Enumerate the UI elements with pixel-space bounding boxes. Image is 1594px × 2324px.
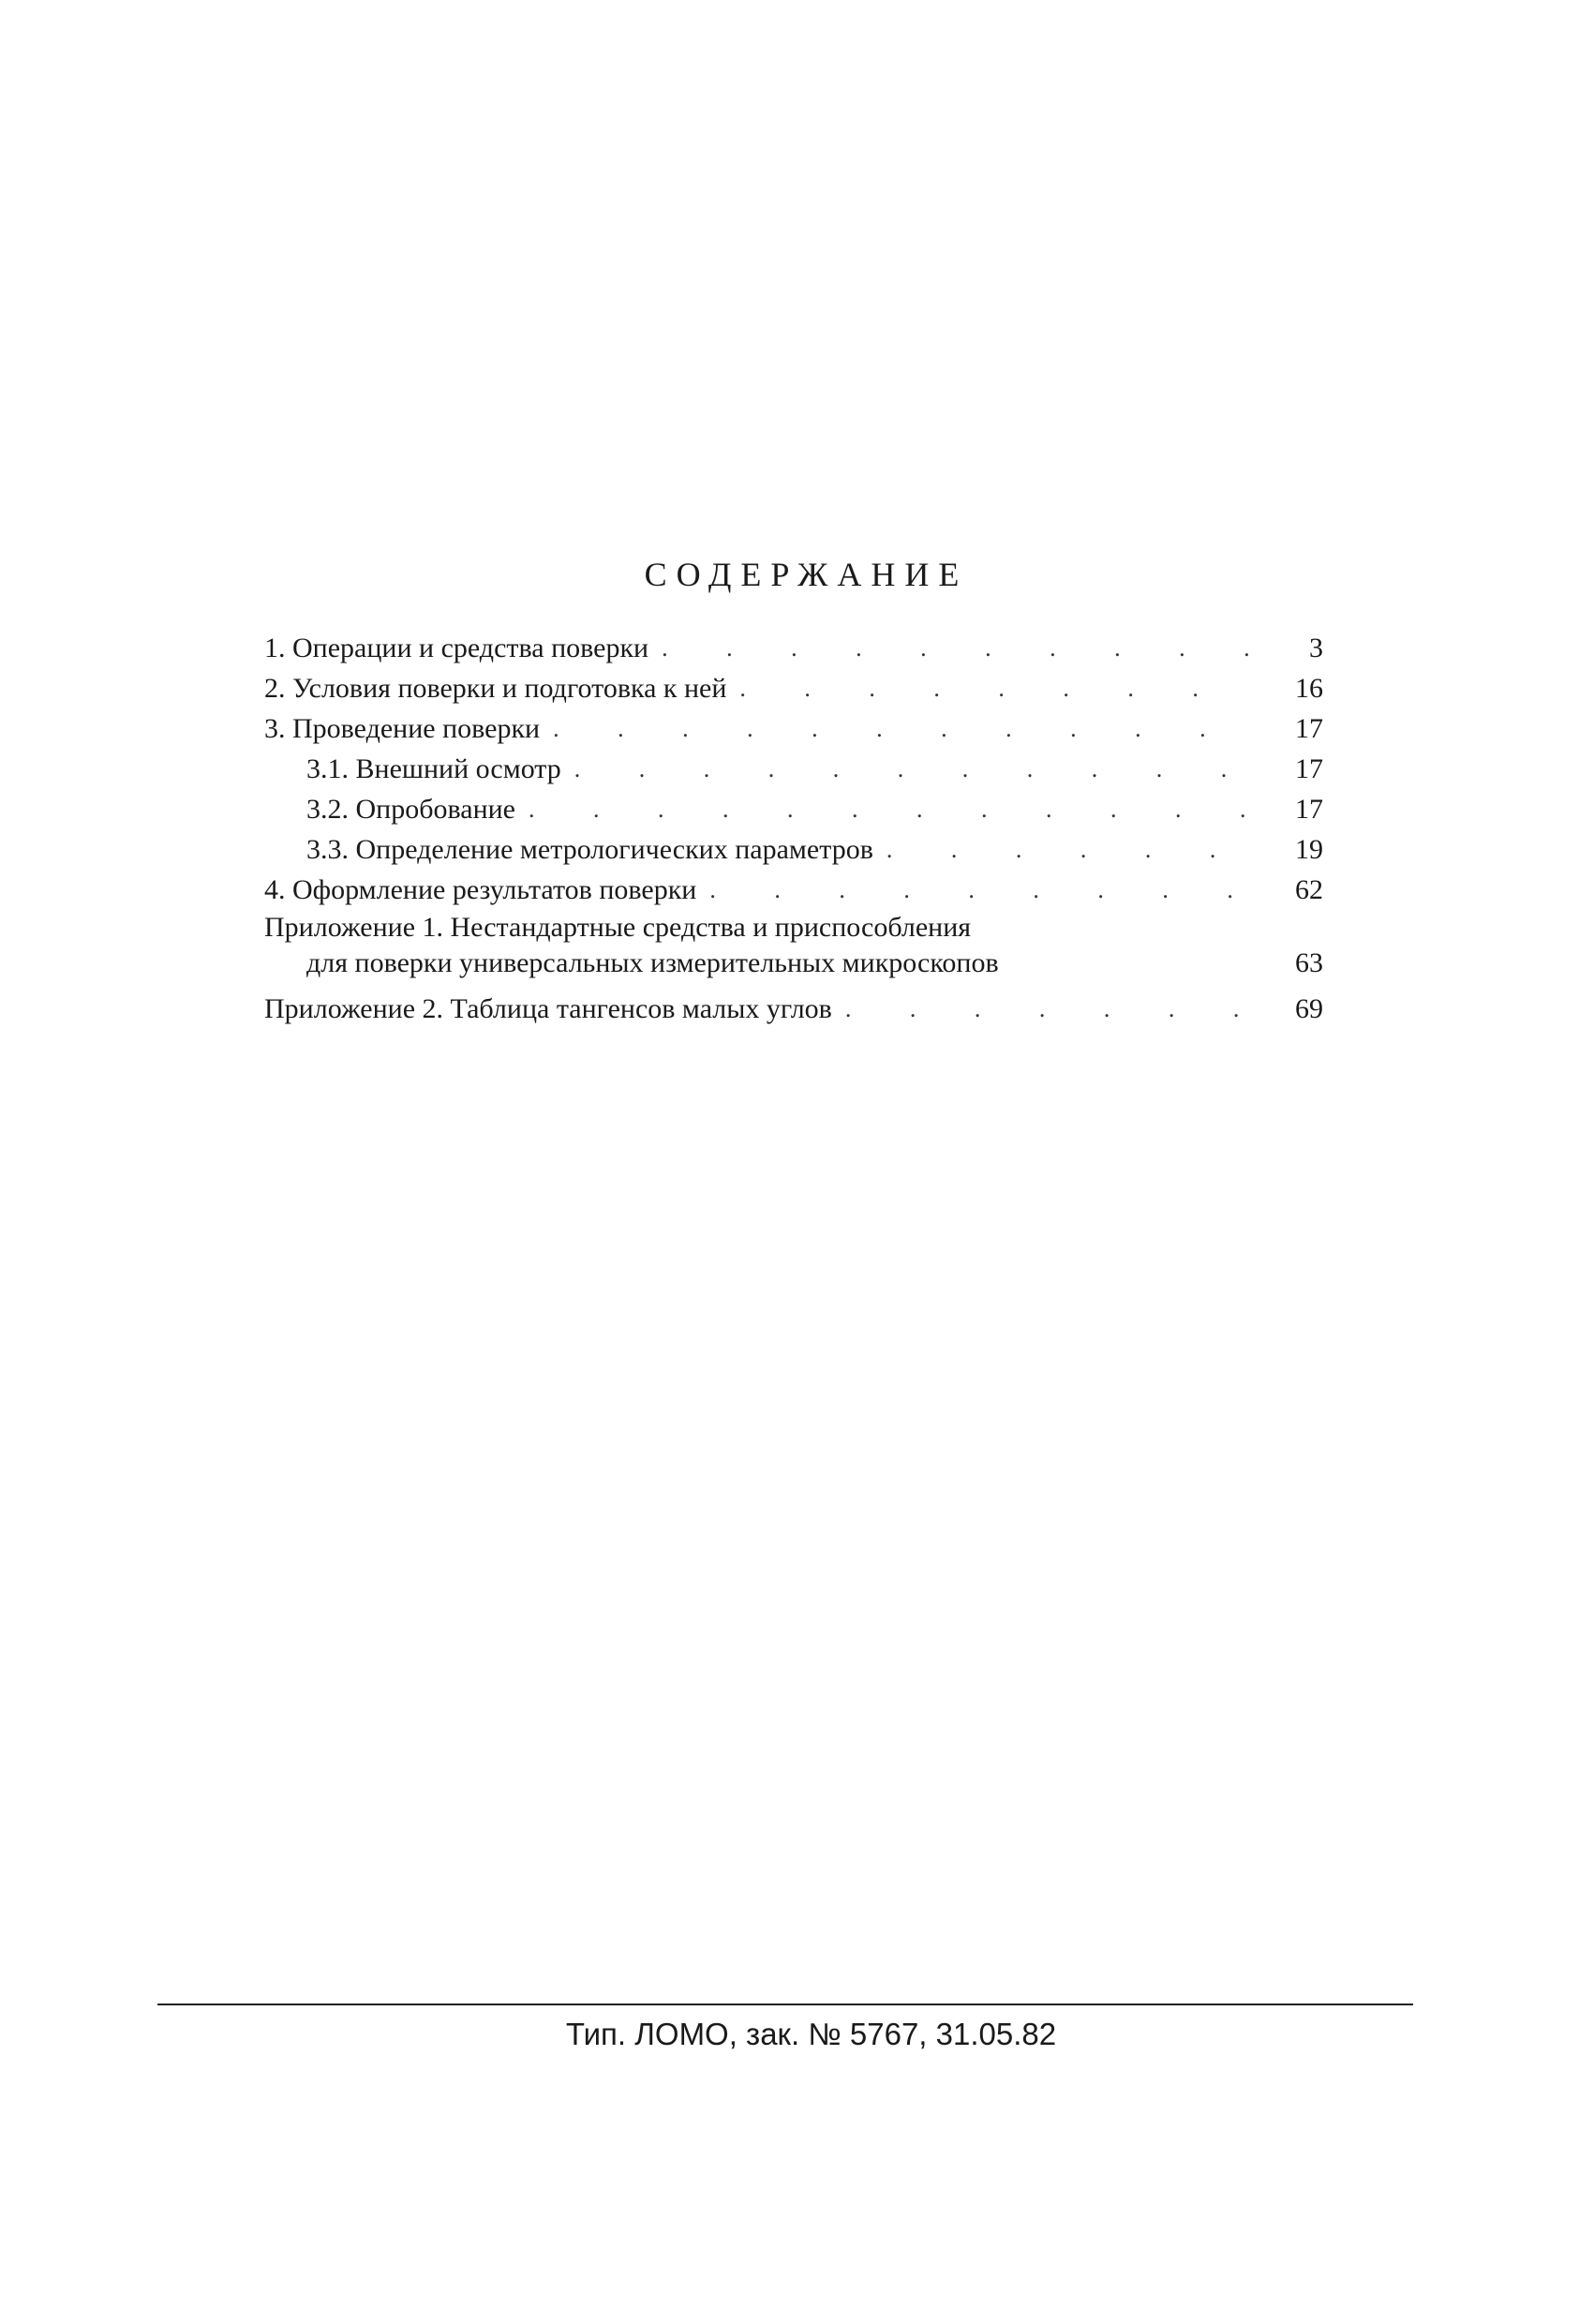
toc-title: СОДЕРЖАНИЕ [644, 556, 969, 593]
toc-entry-label: 2. Условия поверки и подготовка к ней [264, 675, 739, 703]
toc-entry-label: 3.1. Внешний осмотр [264, 755, 574, 783]
toc-entry [264, 864, 1323, 904]
toc-entry [264, 622, 1323, 663]
toc-entry-label: 3.2. Опробование [264, 796, 529, 824]
toc-entry-label: 4. Оформление результатов поверки [264, 876, 709, 904]
toc-entry-page: 69 [1295, 993, 1323, 1024]
toc-entry-page: 63 [1295, 947, 1323, 978]
toc-entry-page: 17 [1295, 713, 1323, 744]
toc-entry-appendix-2 [264, 983, 1323, 1023]
printer-imprint: Тип. ЛОМО, зак. № 5767, 31.05.82 [565, 2017, 1057, 2051]
toc-entry-page: 19 [1295, 834, 1323, 865]
toc-subentry [264, 824, 1323, 864]
toc-entry-label-line1: Приложение 1. Нестандартные средства и приспособления [264, 912, 972, 943]
toc-entry-label: 3. Проведение поверки [264, 715, 553, 743]
toc-leader-dots [886, 838, 1258, 864]
toc-leader-dots [529, 797, 1258, 824]
toc-entry-label: 1. Операции и средства поверки [264, 634, 662, 663]
toc-entry-appendix-1 [264, 912, 1323, 977]
toc-subentry [264, 743, 1323, 783]
toc-entry [264, 663, 1323, 703]
toc-entry-page: 62 [1295, 874, 1323, 905]
toc-entry-page: 3 [1309, 633, 1323, 663]
toc-leader-dots [709, 878, 1258, 904]
toc-leader-dots [739, 677, 1258, 703]
toc-leader-dots [553, 717, 1258, 743]
toc-entry-page: 17 [1295, 753, 1323, 784]
toc-leader-dots [662, 636, 1258, 663]
toc-leader-dots [845, 997, 1258, 1023]
toc-entry-page: 16 [1295, 673, 1323, 704]
toc-entry-label-line2: для поверки универсальных измерительных микроскопов [264, 949, 1012, 977]
toc-entry-line2 [264, 944, 1323, 977]
toc-entry-label: Приложение 2. Таблица тангенсов малых углов [264, 995, 845, 1023]
footer-divider [157, 2004, 1413, 2005]
toc-entry [264, 703, 1323, 743]
toc-entry-page: 17 [1295, 794, 1323, 825]
toc-leader-dots [574, 757, 1258, 783]
toc-subentry [264, 783, 1323, 824]
toc-entry-label: 3.3. Определение метрологических параметров [264, 836, 886, 864]
table-of-contents [264, 622, 1323, 1023]
